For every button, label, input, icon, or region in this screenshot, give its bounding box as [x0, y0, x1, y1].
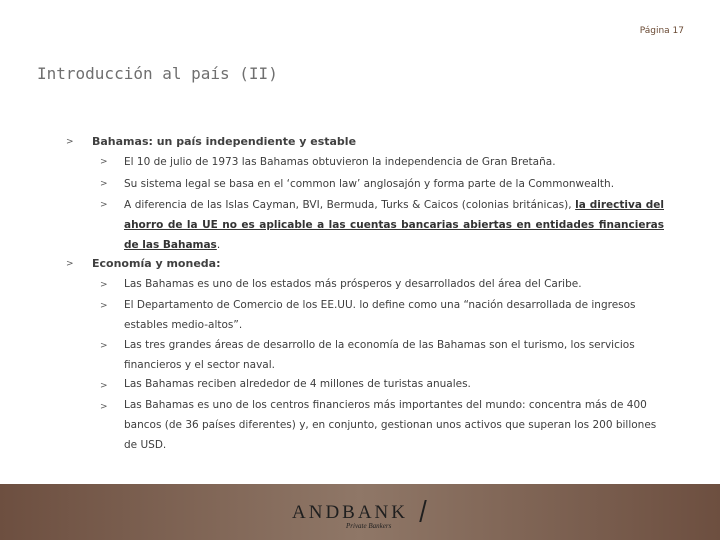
- item-bullet: >: [100, 381, 108, 391]
- footer-bar: [0, 484, 720, 540]
- item-bullet: >: [100, 157, 108, 167]
- company-logo: ANDBANK: [292, 502, 408, 523]
- item-bullet: >: [100, 402, 108, 412]
- section-bullet: >: [66, 259, 74, 269]
- item-bullet: >: [100, 341, 108, 351]
- list-item: El 10 de julio de 1973 las Bahamas obtuvieron la independencia de Gran Bretaña.: [124, 156, 556, 168]
- list-item: Su sistema legal se basa en el ‘common law’ anglosajón y forma parte de la Commonwealth.: [124, 178, 615, 190]
- eu-directive-note: la directiva del ahorro de la UE no es aplicable a las cuentas bancarias abiertas en entidades financieras de las Bahamas: [124, 199, 665, 251]
- list-item: El Departamento de Comercio de los EE.UU. lo define como una “nación desarrollada de ingresos estables medio-altos”.: [124, 299, 636, 331]
- list-item: Las Bahamas es uno de los centros financieros más importantes del mundo: concentra más de 400 bancos (de 36 países diferentes) y, en conjunto, gestionan unos activos que superan los 200 billones de USD.: [124, 399, 657, 451]
- logo-slash-mark: [419, 500, 426, 522]
- item-bullet: >: [100, 179, 108, 189]
- item-bullet: >: [100, 301, 108, 311]
- list-item: Las Bahamas es uno de los estados más prósperos y desarrollados del área del Caribe.: [124, 278, 582, 290]
- page-number: Página 17: [639, 26, 684, 36]
- item-text-end: .: [216, 239, 221, 251]
- item-text: A diferencia de las Islas Cayman, BVI, Bermuda, Turks & Caicos (colonias británicas),: [124, 199, 572, 211]
- item-bullet: >: [100, 280, 108, 290]
- section-heading: Economía y moneda:: [92, 257, 221, 270]
- section-bullet: >: [66, 137, 74, 147]
- company-logo-subtitle: Private Bankers: [346, 522, 392, 530]
- section-heading: Bahamas: un país independiente y estable: [92, 135, 357, 148]
- list-item: Las tres grandes áreas de desarrollo de la economía de las Bahamas son el turismo, los servicios financieros y el sector naval.: [124, 339, 635, 371]
- item-bullet: >: [100, 200, 108, 210]
- list-item: Las Bahamas reciben alrededor de 4 millones de turistas anuales.: [124, 378, 471, 390]
- list-item: [124, 195, 664, 255]
- page-title: Introducción al país (II): [37, 64, 278, 83]
